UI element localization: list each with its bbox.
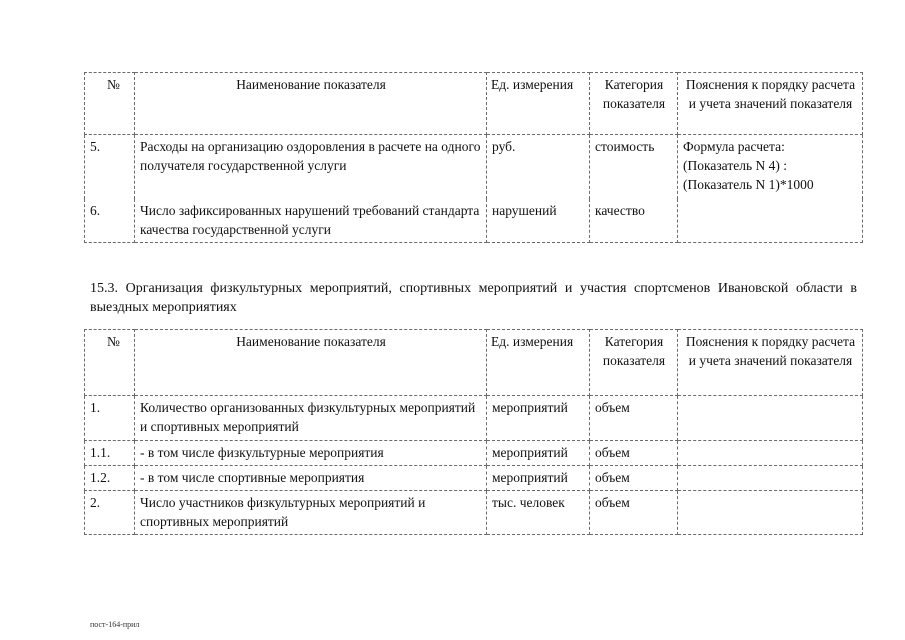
row-unit: нарушений — [487, 199, 590, 243]
row-num: 5. — [85, 135, 135, 199]
row-num: 6. — [85, 199, 135, 243]
row-num: 1.1. — [85, 441, 135, 466]
header-unit: Ед. измерения — [487, 330, 590, 396]
table-row — [85, 441, 863, 466]
table-header-row — [85, 330, 863, 396]
header-name: Наименование показателя — [135, 73, 487, 135]
table-row — [85, 396, 863, 441]
note-line: (Показатель N 4) : — [683, 158, 787, 173]
row-name: Количество организованных физкультурных мероприятий и спортивных мероприятий — [135, 396, 487, 441]
row-note — [678, 135, 863, 199]
header-name: Наименование показателя — [135, 330, 487, 396]
row-unit: мероприятий — [487, 466, 590, 491]
row-category: объем — [590, 396, 678, 441]
row-name: Расходы на организацию оздоровления в расчете на одного получателя государственной услуги — [135, 135, 487, 199]
header-category: Категория показателя — [590, 73, 678, 135]
row-category: стоимость — [590, 135, 678, 199]
row-category: объем — [590, 466, 678, 491]
row-note — [678, 441, 863, 466]
table-row — [85, 491, 863, 535]
row-num: 2. — [85, 491, 135, 535]
row-unit: руб. — [487, 135, 590, 199]
header-category: Категория показателя — [590, 330, 678, 396]
section-heading: 15.3. Организация физкультурных мероприятий, спортивных мероприятий и участия спортсменов Ивановской области в выездных мероприятиях — [90, 281, 857, 315]
row-name: - в том числе физкультурные мероприятия — [135, 441, 487, 466]
header-unit: Ед. измерения — [487, 73, 590, 135]
row-num: 1.2. — [85, 466, 135, 491]
row-note — [678, 466, 863, 491]
footer-label: пост-164-прил — [90, 620, 140, 629]
row-note — [678, 199, 863, 243]
note-line: (Показатель N 1)*1000 — [683, 177, 814, 192]
row-name: - в том числе спортивные мероприятия — [135, 466, 487, 491]
row-unit: мероприятий — [487, 441, 590, 466]
row-note — [678, 396, 863, 441]
header-note: Пояснения к порядку расчета и учета значений показателя — [678, 330, 863, 396]
row-category: объем — [590, 441, 678, 466]
row-unit: мероприятий — [487, 396, 590, 441]
row-unit: тыс. человек — [487, 491, 590, 535]
table-header-row — [85, 73, 863, 135]
row-num: 1. — [85, 396, 135, 441]
row-name: Число зафиксированных нарушений требований стандарта качества государственной услуги — [135, 199, 487, 243]
row-note — [678, 491, 863, 535]
header-num: № — [85, 73, 135, 135]
row-name: Число участников физкультурных мероприятий и спортивных мероприятий — [135, 491, 487, 535]
indicators-table-2 — [84, 329, 863, 535]
header-note: Пояснения к порядку расчета и учета значений показателя — [678, 73, 863, 135]
table-row — [85, 199, 863, 243]
header-num: № — [85, 330, 135, 396]
row-category: качество — [590, 199, 678, 243]
table-row — [85, 466, 863, 491]
row-category: объем — [590, 491, 678, 535]
table-row — [85, 135, 863, 199]
note-line: Формула расчета: — [683, 139, 785, 154]
indicators-table-1 — [84, 72, 863, 243]
